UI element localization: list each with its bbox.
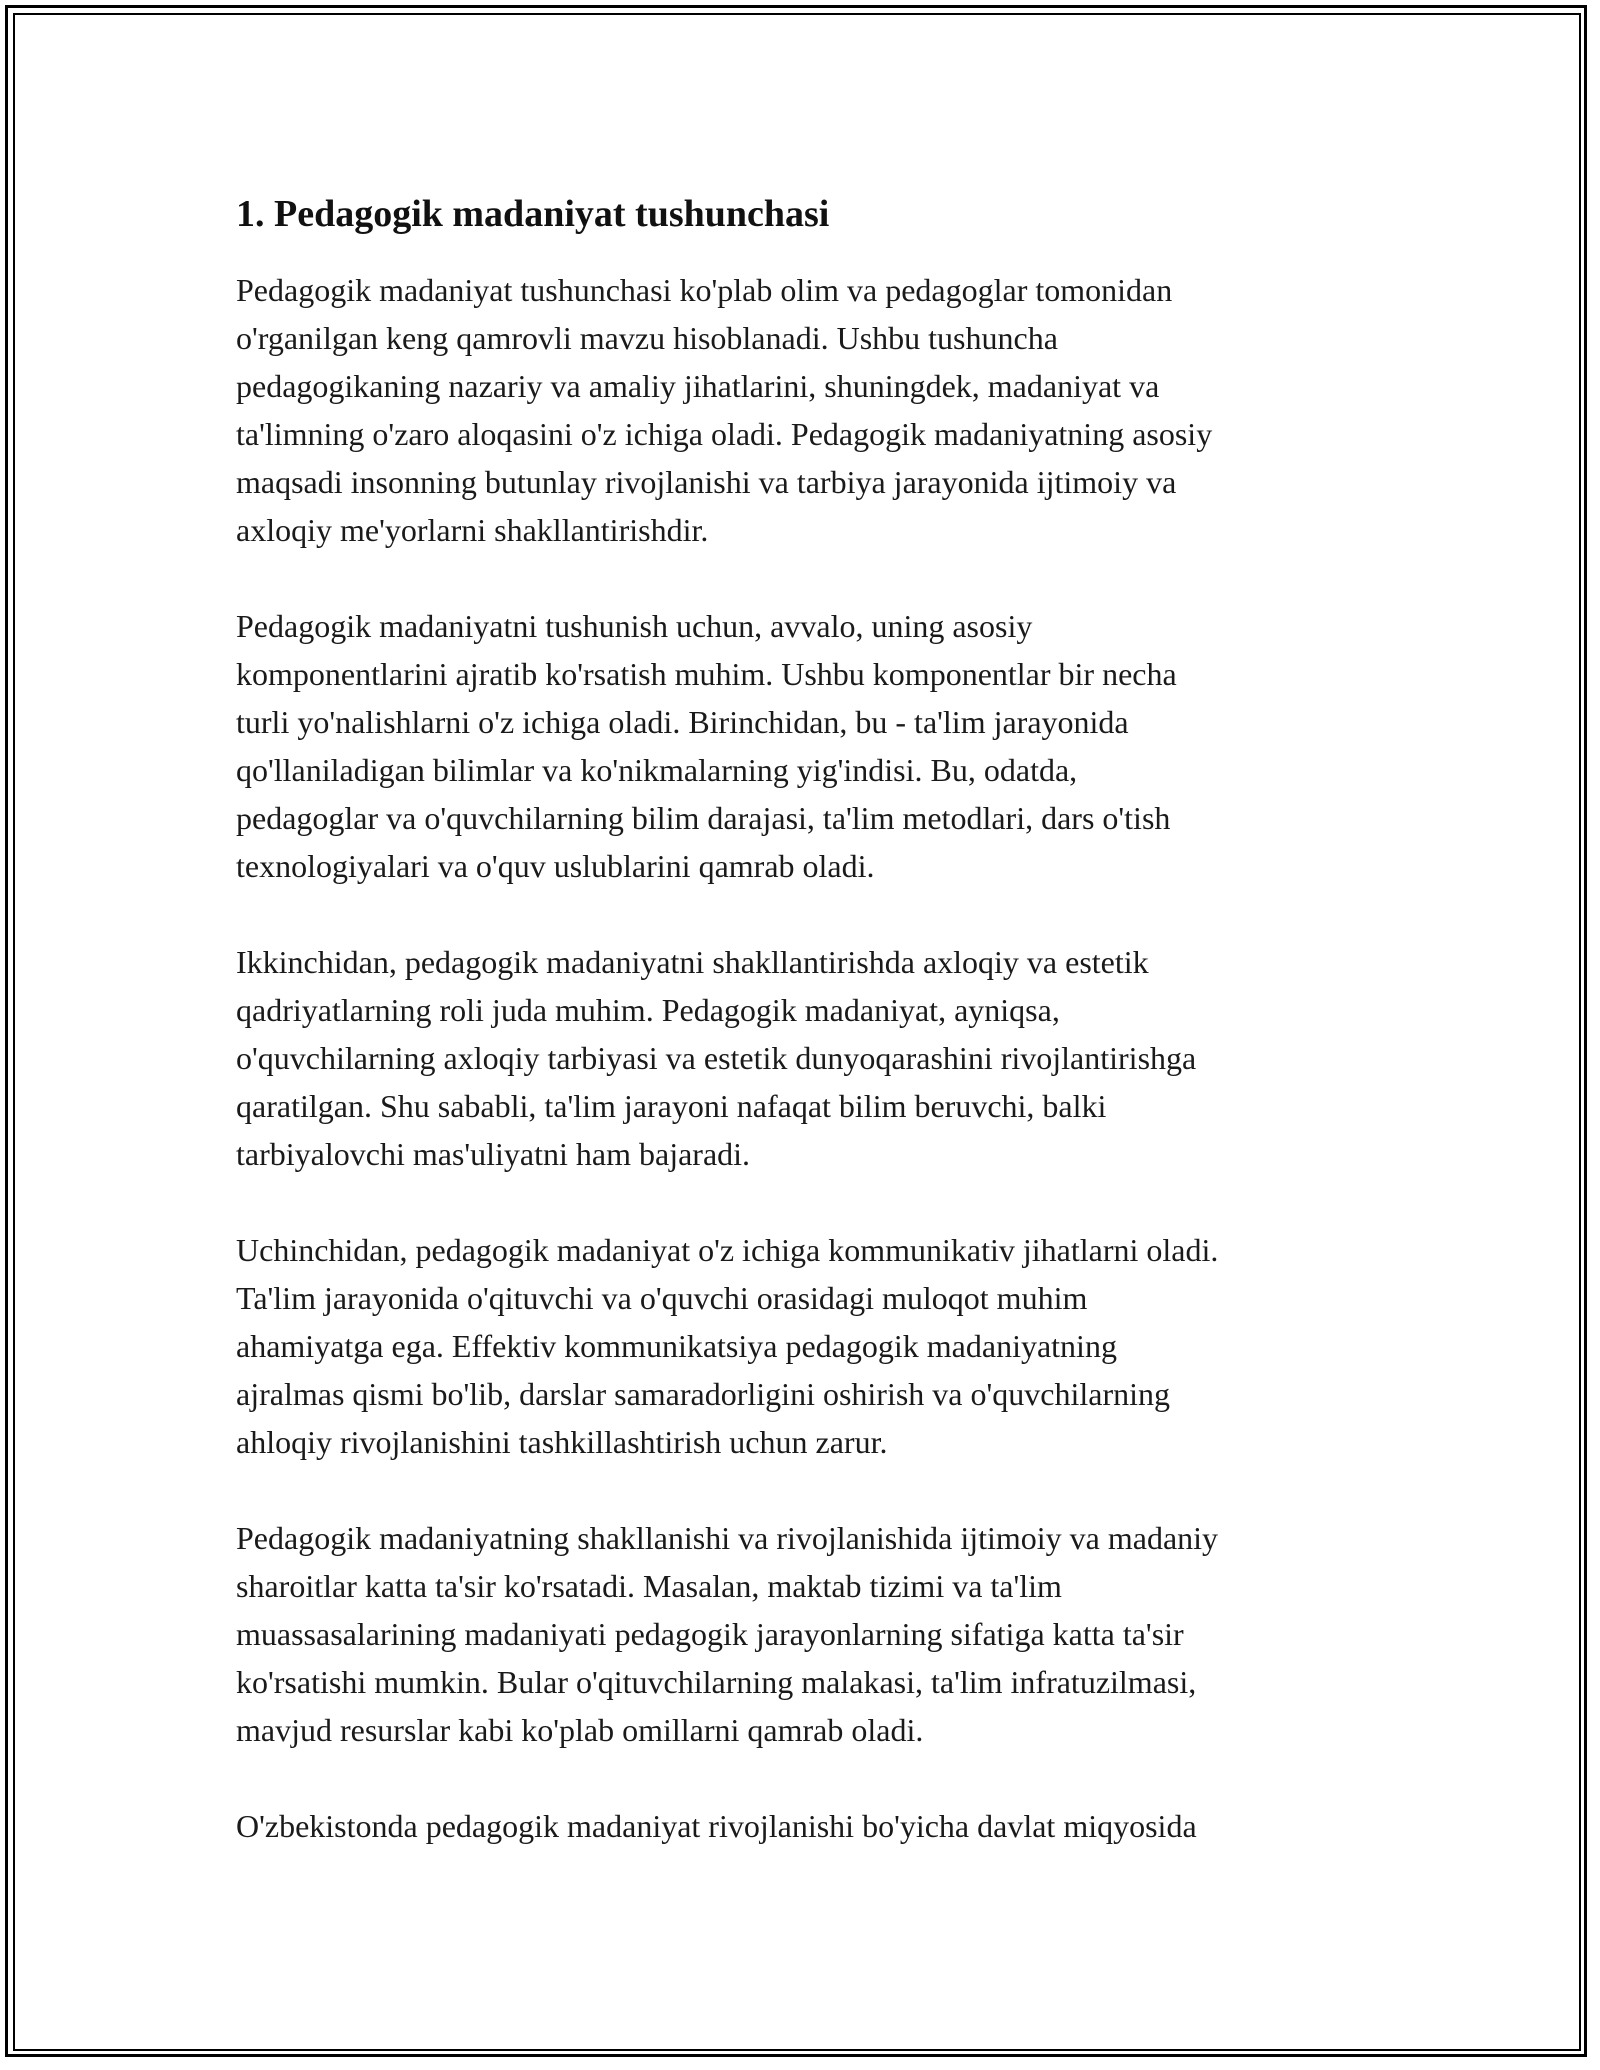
text-line: qadriyatlarning roli juda muhim. Pedagogik madaniyat, ayniqsa, xyxy=(236,992,1060,1028)
document-body xyxy=(236,188,1386,1898)
text-line: turli yo'nalishlarni o'z ichiga oladi. Birinchidan, bu - ta'lim jarayonida xyxy=(236,704,1129,740)
paragraph-5 xyxy=(236,1514,1386,1754)
paragraph-6 xyxy=(236,1802,1386,1850)
text-line: mavjud resurslar kabi ko'plab omillarni qamrab oladi. xyxy=(236,1712,924,1748)
text-line: ahamiyatga ega. Effektiv kommunikatsiya pedagogik madaniyatning xyxy=(236,1328,1117,1364)
text-line: sharoitlar katta ta'sir ko'rsatadi. Masalan, maktab tizimi va ta'lim xyxy=(236,1568,1062,1604)
text-line: ko'rsatishi mumkin. Bular o'qituvchilarning malakasi, ta'lim infratuzilmasi, xyxy=(236,1664,1197,1700)
text-line: Pedagogik madaniyat tushunchasi ko'plab olim va pedagoglar tomonidan xyxy=(236,272,1173,308)
text-line: O'zbekistonda pedagogik madaniyat rivojlanishi bo'yicha davlat miqyosida xyxy=(236,1808,1197,1844)
text-line: o'rganilgan keng qamrovli mavzu hisoblanadi. Ushbu tushuncha xyxy=(236,320,1058,356)
text-line: pedagoglar va o'quvchilarning bilim darajasi, ta'lim metodlari, dars o'tish xyxy=(236,800,1171,836)
text-line: pedagogikaning nazariy va amaliy jihatlarini, shuningdek, madaniyat va xyxy=(236,368,1160,404)
text-line: muassasalarining madaniyati pedagogik jarayonlarning sifatiga katta ta'sir xyxy=(236,1616,1184,1652)
text-line: Pedagogik madaniyatni tushunish uchun, avvalo, uning asosiy xyxy=(236,608,1033,644)
paragraph-2 xyxy=(236,602,1386,890)
section-heading: 1. Pedagogik madaniyat tushunchasi xyxy=(236,193,830,235)
text-line: Uchinchidan, pedagogik madaniyat o'z ichiga kommunikativ jihatlarni oladi. xyxy=(236,1232,1219,1268)
text-line: qo'llaniladigan bilimlar va ko'nikmalarning yig'indisi. Bu, odatda, xyxy=(236,752,1078,788)
paragraph-4 xyxy=(236,1226,1386,1466)
text-line: Pedagogik madaniyatning shakllanishi va rivojlanishida ijtimoiy va madaniy xyxy=(236,1520,1219,1556)
text-line: ta'limning o'zaro aloqasini o'z ichiga oladi. Pedagogik madaniyatning asosiy xyxy=(236,416,1213,452)
text-line: maqsadi insonning butunlay rivojlanishi va tarbiya jarayonida ijtimoiy va xyxy=(236,464,1177,500)
text-line: axloqiy me'yorlarni shakllantirishdir. xyxy=(236,512,709,548)
text-line: qaratilgan. Shu sababli, ta'lim jarayoni nafaqat bilim beruvchi, balki xyxy=(236,1088,1107,1124)
text-line: tarbiyalovchi mas'uliyatni ham bajaradi. xyxy=(236,1136,751,1172)
text-line: ajralmas qismi bo'lib, darslar samaradorligini oshirish va o'quvchilarning xyxy=(236,1376,1170,1412)
text-line: Ta'lim jarayonida o'qituvchi va o'quvchi orasidagi muloqot muhim xyxy=(236,1280,1088,1316)
paragraph-3 xyxy=(236,938,1386,1178)
text-line: ahloqiy rivojlanishini tashkillashtirish uchun zarur. xyxy=(236,1424,888,1460)
text-line: Ikkinchidan, pedagogik madaniyatni shakllantirishda axloqiy va estetik xyxy=(236,944,1149,980)
text-line: komponentlarini ajratib ko'rsatish muhim. Ushbu komponentlar bir necha xyxy=(236,656,1177,692)
text-line: o'quvchilarning axloqiy tarbiyasi va estetik dunyoqarashini rivojlantirishga xyxy=(236,1040,1197,1076)
text-line: texnologiyalari va o'quv uslublarini qamrab oladi. xyxy=(236,848,875,884)
paragraph-1 xyxy=(236,266,1386,554)
